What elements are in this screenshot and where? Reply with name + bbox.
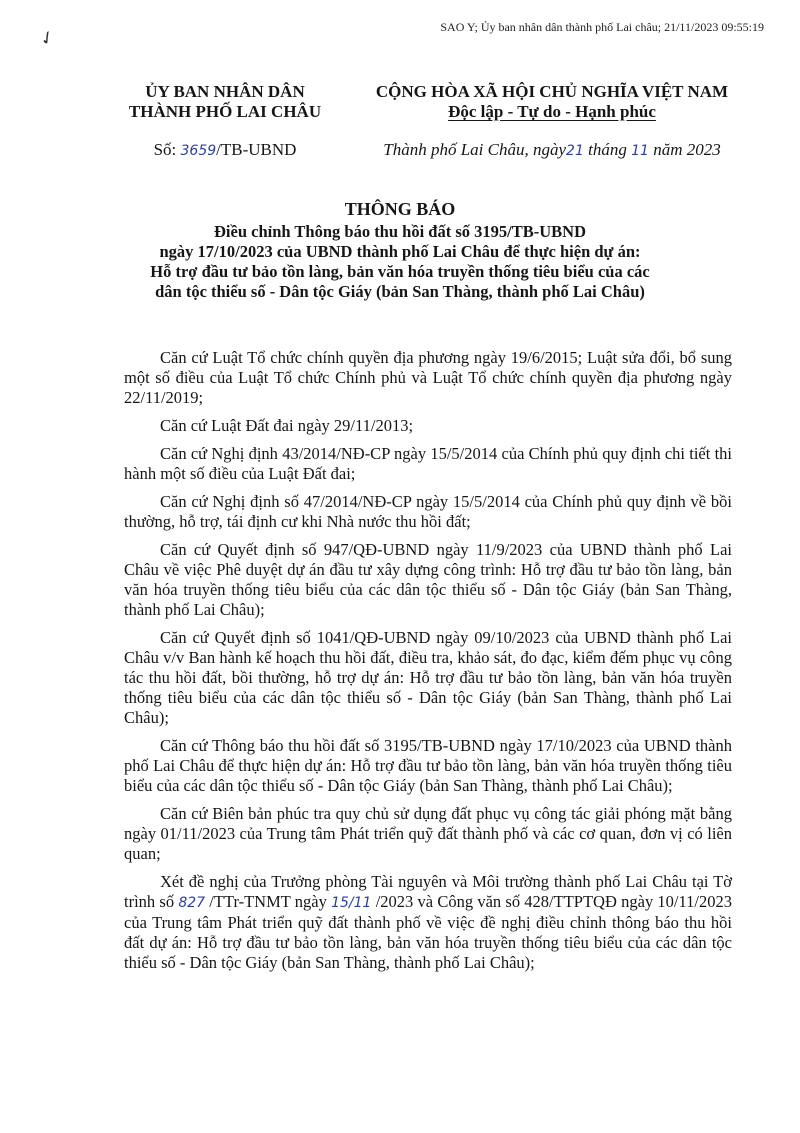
place-date-text-1: Thành phố Lai Châu, ngày [383, 140, 567, 159]
legal-basis-paragraph: Căn cứ Thông báo thu hồi đất số 3195/TB-UBND ngày 17/10/2023 của UBND thành phố Lai Châu để thực hiện dự án: Hỗ trợ đầu tư bảo tồn làng, bản văn hóa truyền thống tiêu biểu của các dân tộc thiểu số - Dân tộc Giáy (bản San Thàng, thành phố Lai Châu); [124, 736, 732, 795]
copy-stamp: SAO Y; Ủy ban nhân dân thành phố Lai châu; 21/11/2023 09:55:19 [440, 20, 764, 34]
issuing-agency [110, 82, 340, 122]
handwritten-submission-no: 827 [178, 895, 206, 911]
proposal-text-2: /TTr-TNMT ngày [205, 892, 332, 911]
proposal-text-3: /2023 và Công văn số 428/TTPTQĐ ngày 10/11/2023 của Trung tâm Phát triển quỹ đất thành phố về việc đề nghị điều chỉnh thông báo thu hồi đất dự án: Hỗ trợ đầu tư bảo tồn làng, bản văn hóa truyền thống tiêu biểu của các dân tộc thiểu số - Dân tộc Giáy (bản San Thàng, thành phố Lai Châu); [124, 892, 732, 972]
doc-no-handwritten: 3659 [180, 143, 217, 159]
handwritten-month: 11 [631, 143, 649, 159]
national-header [352, 82, 752, 122]
legal-basis-paragraph: Căn cứ Luật Tổ chức chính quyền địa phương ngày 19/6/2015; Luật sửa đổi, bổ sung một số điều của Luật Tổ chức Chính phủ và Luật Tổ chức chính quyền địa phương ngày 22/11/2019; [124, 348, 732, 407]
pen-mark: ✓ [35, 25, 59, 51]
place-date-text-3: năm 2023 [648, 140, 721, 159]
title-line-2: ngày 17/10/2023 của UBND thành phố Lai Châu để thực hiện dự án: [159, 242, 641, 261]
document-body [124, 348, 732, 981]
national-motto: Độc lập - Tự do - Hạnh phúc [448, 102, 656, 121]
place-and-date [352, 140, 752, 160]
document-number [110, 140, 340, 160]
agency-line-2: THÀNH PHỐ LAI CHÂU [128, 102, 322, 121]
legal-basis-paragraph: Căn cứ Quyết định số 1041/QĐ-UBND ngày 09/10/2023 của UBND thành phố Lai Châu v/v Ban hành kế hoạch thu hồi đất, điều tra, khảo sát, đo đạc, kiểm đếm phục vụ công tác thu hồi đất, bồi thường, hỗ trợ dự án: Hỗ trợ đầu tư bảo tồn làng, bản văn hóa truyền thống tiêu biểu của các dân tộc thiểu số - Dân tộc Giáy (bản San Thàng, thành phố Lai Châu); [124, 628, 732, 727]
agency-line-1: ỦY BAN NHÂN DÂN [145, 82, 305, 101]
legal-basis-paragraph: Căn cứ Quyết định số 947/QĐ-UBND ngày 11/9/2023 của UBND thành phố Lai Châu về việc Phê duyệt dự án đầu tư xây dựng công trình: Hỗ trợ đầu tư bảo tồn làng, bản văn hóa truyền thống tiêu biểu của các dân tộc thiểu số - Dân tộc Giáy (bản San Thàng, thành phố Lai Châu); [124, 540, 732, 619]
legal-basis-paragraph: Căn cứ Nghị định số 47/2014/NĐ-CP ngày 15/5/2014 của Chính phủ quy định về bồi thường, hỗ trợ, tái định cư khi Nhà nước thu hồi đất; [124, 492, 732, 531]
doc-no-suffix: /TB-UBND [216, 140, 297, 159]
handwritten-submission-date: 15/11 [331, 895, 372, 911]
proposal-paragraph [124, 872, 732, 973]
legal-basis-paragraph: Căn cứ Biên bản phúc tra quy chủ sử dụng đất phục vụ công tác giải phóng mặt bằng ngày 01/11/2023 của Trung tâm Phát triển quỹ đất thành phố và các cơ quan, đơn vị có liên quan; [124, 804, 732, 863]
title-line-1: Điều chỉnh Thông báo thu hồi đất số 3195/TB-UBND [214, 222, 586, 241]
handwritten-day: 21 [566, 143, 584, 159]
nation-name: CỘNG HÒA XÃ HỘI CHỦ NGHĨA VIỆT NAM [375, 82, 729, 101]
doc-no-prefix: Số: [153, 140, 181, 159]
legal-basis-paragraph: Căn cứ Nghị định 43/2014/NĐ-CP ngày 15/5/2014 của Chính phủ quy định chi tiết thi hành một số điều của Luật Đất đai; [124, 444, 732, 483]
proposal-text-1: Xét đề nghị của Trưởng phòng Tài nguyên và Môi trường thành phố Lai Châu tại Tờ trình số [124, 872, 732, 911]
document-title [100, 198, 700, 302]
title-line-3: Hỗ trợ đầu tư bảo tồn làng, bản văn hóa truyền thống tiêu biểu của các [150, 262, 650, 281]
place-date-text-2: tháng [583, 140, 632, 159]
title-main: THÔNG BÁO [344, 199, 456, 219]
legal-basis-paragraph: Căn cứ Luật Đất đai ngày 29/11/2013; [160, 416, 414, 435]
title-line-4: dân tộc thiểu số - Dân tộc Giáy (bản San Thàng, thành phố Lai Châu) [155, 282, 645, 301]
